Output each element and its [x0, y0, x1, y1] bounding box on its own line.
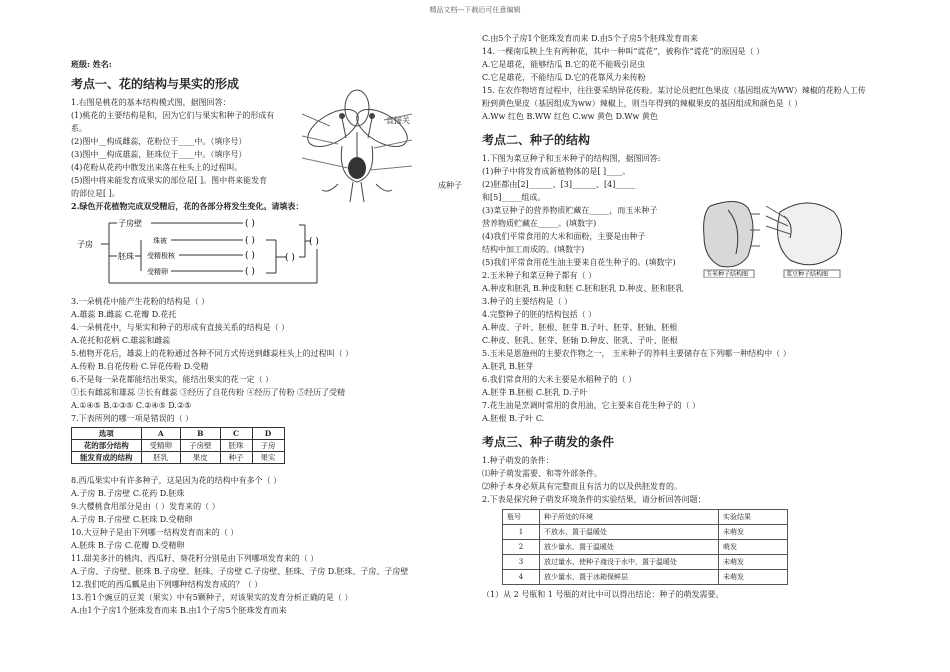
- q1-line: 的部位是[ ]。: [71, 189, 120, 198]
- table-cell: 胚乳: [141, 452, 181, 464]
- egg-label: 受精卵: [147, 268, 168, 276]
- question-line: 7.下表所列的哪一项是错误的（ ）: [71, 414, 194, 423]
- question-line: (3)菜豆种子的营养物质贮藏在_____，而玉米种子: [482, 206, 658, 215]
- question-line: 4.一朵桃花中，与果实和种子的形成有直接关系的结构是（ ）: [71, 323, 290, 332]
- question-line: A.种皮和胚乳 B.种皮和胚 C.胚和胚乳 D.种皮、胚和胚乳: [482, 284, 684, 293]
- question-line: (2)胚都由[2]______、[3]______、[4]_____: [482, 180, 636, 189]
- table-cell: 瓶号: [503, 510, 540, 525]
- table-cell: 选项: [72, 428, 142, 440]
- question-line: A.胚珠 B.子房 C.花瓣 D.受精卵: [71, 541, 185, 550]
- germination-table: [502, 509, 788, 585]
- question-line: A.胚乳 B.胚芽: [482, 362, 534, 371]
- blank-seed: ( ): [285, 253, 295, 263]
- question-line: 14. 一棵南瓜秧上生有两种花，其中一种叫“谎花”，被称作“谎花”的原因是（ ）: [482, 47, 765, 56]
- question-line: 13.若1个豌豆的豆荚（果实）中有5颗种子，对该果实的发育分析正确的是（ ）: [71, 593, 353, 602]
- integument-label: 珠被: [153, 237, 167, 245]
- question-line: 5.玉米是恩施州的主要农作物之一， 玉米种子的养料主要储存在下列哪一种结构中（ ）: [482, 349, 791, 358]
- question-line: 2.玉米种子和菜豆种子都有（ ）: [482, 271, 597, 280]
- question-line: （1）从 2 号瓶和 1 号瓶的对比中可以得出结论：种子的萌发需要。: [482, 590, 724, 599]
- table-cell: 3: [503, 555, 540, 570]
- question-line: 1.种子萌发的条件：: [482, 456, 554, 465]
- table-cell: 种子: [220, 452, 252, 464]
- class-name-line: 班级: 姓名:: [71, 59, 112, 69]
- q1-line: (2)图中__构成雌蕊，花粉位于____中。（填序号）: [71, 137, 247, 146]
- seed-structure-figure: [698, 196, 848, 278]
- question-line: A.传粉 B.自花传粉 C.异花传粉 D.受精: [71, 362, 209, 371]
- table-cell: D: [252, 428, 284, 440]
- question-line: A.①④⑤ B.①③⑤ C.②④⑤ D.②⑤: [71, 401, 192, 410]
- question-line: A.胚根 B.子叶 C.: [482, 414, 545, 423]
- blank-fruit: ( ): [309, 237, 319, 247]
- q1-right-fragment: 直接关: [386, 116, 410, 125]
- q1-line: (3)图中__构成雄蕊，胚珠位于____中。（填序号）: [71, 150, 247, 159]
- table-cell: 2: [503, 540, 540, 555]
- table-cell: B: [181, 428, 221, 440]
- question-line: 结构中加工而成的。(填数字): [482, 245, 585, 254]
- table-cell: A: [141, 428, 181, 440]
- question-line: 6.不是每一朵花都能结出果实，能结出果实的花一定（ ）: [71, 375, 274, 384]
- table-cell: 胚珠: [220, 440, 252, 452]
- question-line: 8.西瓜果实中有许多种子，这是因为花的结构中有多个（ ）: [71, 476, 282, 485]
- question-line: 15. 在农作物培育过程中，往往要采纳异花传粉。某讨论员把红色果皮（基因组成为WW）辣椒的花粉人工传: [482, 86, 866, 95]
- question-line: 7.花生油是烹调时常用的食用油，它主要来自花生种子的（ ）: [482, 401, 701, 410]
- table-cell: 花的部分结构: [72, 440, 142, 452]
- table-cell: 4: [503, 570, 540, 585]
- question-line: A.花托和花柄 C.雄蕊和雌蕊: [71, 336, 171, 345]
- question-line: 11.甜美多汁的桃肉、西瓜籽、葵花籽分别是由下列哪项发育来的（ ）: [71, 554, 319, 563]
- q1-line: (1)桃花的主要结构是和，因为它们与果实和种子的形成有: [71, 111, 275, 120]
- q2-line: 2.绿色开花植物完成双受精后，花的各部分将发生变化。请填表：: [71, 201, 304, 211]
- question-line: 5.植物开花后，雄蕊上的花粉通过各种不同方式传送到雌蕊柱头上的过程叫（ ）: [71, 349, 354, 358]
- question-line: A.子房 B.子房壁 C.花药 D.胚珠: [71, 489, 185, 498]
- q1-line: 系。: [71, 124, 87, 133]
- section-1-title: 考点一、花的结构与果实的形成: [71, 77, 240, 91]
- table-cell: 1: [503, 525, 540, 540]
- table-cell: 果实: [252, 452, 284, 464]
- question-line: A.它是雄花，能够结瓜 B.它的花不能吸引昆虫: [482, 60, 646, 69]
- table-cell: 放少量水，置于温暖处: [540, 540, 719, 555]
- question-line: (1)种子中将发育成新植物体的是[ ]____。: [482, 167, 631, 176]
- table-cell: 未萌发: [719, 525, 788, 540]
- q1-line: 1.右图是桃花的基本结构模式图，据图回答：: [71, 98, 231, 107]
- question-line: 12.我们吃的西瓜瓤是由下列哪种结构发育成的？（ ）: [71, 580, 263, 589]
- page-header: 精品文档---下载后可任意编辑: [429, 6, 521, 14]
- question-line: A.种皮、子叶、胚根、胚芽 B.子叶、胚芽、胚轴、胚根: [482, 323, 678, 332]
- q1-line: (5)图中将来能发育成果实的部位是[ ]。图中将来能发育: [71, 176, 268, 185]
- question-line: C.它是雄花，不能结瓜 D.它的花靠风力来传粉: [482, 73, 646, 82]
- question-line: 3.一朵桃花中能产生花粉的结构是（ ）: [71, 297, 210, 306]
- table-cell: 萌发: [719, 540, 788, 555]
- ovary-diagram: [71, 213, 449, 295]
- question-line: 1.下图为菜豆种子和玉米种子的结构图，据图回答:: [482, 154, 661, 163]
- blank-polar: ( ): [245, 251, 255, 261]
- question-line: A.雄蕊 B.雌蕊 C.花瓣 D.花托: [71, 310, 177, 319]
- wall-label: 子房壁: [118, 219, 142, 228]
- ovary-diagram-svg: [71, 213, 331, 295]
- question-line: 2.下表是探究种子萌发环境条件的实验结果，请分析回答问题：: [482, 495, 706, 504]
- table-cell: 子房: [252, 440, 284, 452]
- question-line: 9.大樱桃食用部分是由（ ）发育来的（ ）: [71, 502, 220, 511]
- question-line: (5)我们平常食用花生油主要来自花生种子的。(填数字): [482, 258, 676, 267]
- q7-table: [71, 427, 285, 464]
- section-3-title: 考点三、种子萌发的条件: [482, 435, 615, 449]
- question-line: 4.完整种子的胚的结构包括（ ）: [482, 310, 597, 319]
- table-cell: 未萌发: [719, 570, 788, 585]
- table-cell: C: [220, 428, 252, 440]
- question-line: ⑵种子本身必须具有完整而且有活力的以及供胚发育的。: [482, 482, 682, 491]
- question-line: ①长有雌蕊和雄蕊 ②长有雌蕊 ③经历了自花传粉 ④经历了传粉 ⑤经历了受精: [71, 388, 346, 397]
- table-cell: 实验结果: [719, 510, 788, 525]
- question-line: C.种皮、胚乳、胚芽、胚轴 D.种皮、胚乳、子叶、胚根: [482, 336, 678, 345]
- blank-wall: ( ): [245, 219, 255, 229]
- question-line: 3.种子的主要结构是（ ）: [482, 297, 573, 306]
- table-cell: 能发育成的结构: [72, 452, 142, 464]
- q1-right-fragment: 成种子: [438, 181, 462, 190]
- question-line: 6.我们常食用的大米主要是水稻种子的（ ）: [482, 375, 637, 384]
- question-line: 粉到黄色果皮（基因组成为ww）辣椒上，则当年得到的辣椒果皮的基因组成和颜色是（ ）: [482, 99, 803, 108]
- q1-line: (4)花粉从花药中散发出来落在柱头上的过程叫。: [71, 163, 243, 172]
- ovule-label: 胚珠: [118, 252, 134, 261]
- question-line: C.由5个子房1个胚珠发育而来 D.由5个子房5个胚珠发育而来: [482, 34, 698, 43]
- ovary-label: 子房: [77, 240, 93, 249]
- question-line: ⑴种子萌发需要、和等外部条件。: [482, 469, 602, 478]
- section-2-title: 考点二、种子的结构: [482, 133, 591, 147]
- polar-label: 受精极核: [147, 252, 175, 260]
- table-cell: 果皮: [181, 452, 221, 464]
- question-line: (4)我们平常食用的大米和面粉，主要是由种子: [482, 232, 646, 241]
- question-line: 和[5]_____组成。: [482, 193, 546, 202]
- bean-fig-label: 菜豆种子结构图: [786, 271, 829, 278]
- question-line: A.Ww 红色 B.WW 红色 C.ww 黄色 D.Ww 黄色: [482, 112, 658, 121]
- table-cell: 未萌发: [719, 555, 788, 570]
- corn-fig-label: 玉米种子结构图: [706, 271, 749, 278]
- table-cell: 放过量水，使种子淹没于水中，置于温暖处: [540, 555, 719, 570]
- question-line: A.子房 B.子房壁 C.胚珠 D.受精卵: [71, 515, 193, 524]
- blank-egg: ( ): [245, 267, 255, 277]
- peach-flower-figure: [298, 86, 416, 204]
- table-cell: 不放水，置于温暖处: [540, 525, 719, 540]
- right-column: [482, 32, 902, 601]
- question-line: 10.大豆种子是由下列哪一结构发育而来的（ ）: [71, 528, 239, 537]
- question-line: A.子房、子房壁、胚珠 B.子房壁、胚珠、子房壁 C.子房壁、胚珠、子房 D.胚珠、子房、子房壁: [71, 567, 409, 576]
- blank-integument: ( ): [245, 236, 255, 246]
- table-cell: 种子所处的环境: [540, 510, 719, 525]
- question-line: 营养物质贮藏在_____。(填数字): [482, 219, 597, 228]
- table-cell: 受精卵: [141, 440, 181, 452]
- table-cell: 放少量水，置于冰箱保鲜层: [540, 570, 719, 585]
- table-cell: 子房壁: [181, 440, 221, 452]
- question-line: A.胚芽 B.胚根 C.胚乳 D.子叶: [482, 388, 588, 397]
- question-line: A.由1个子房1个胚珠发育而来 B.由1个子房5个胚珠发育而来: [71, 606, 287, 615]
